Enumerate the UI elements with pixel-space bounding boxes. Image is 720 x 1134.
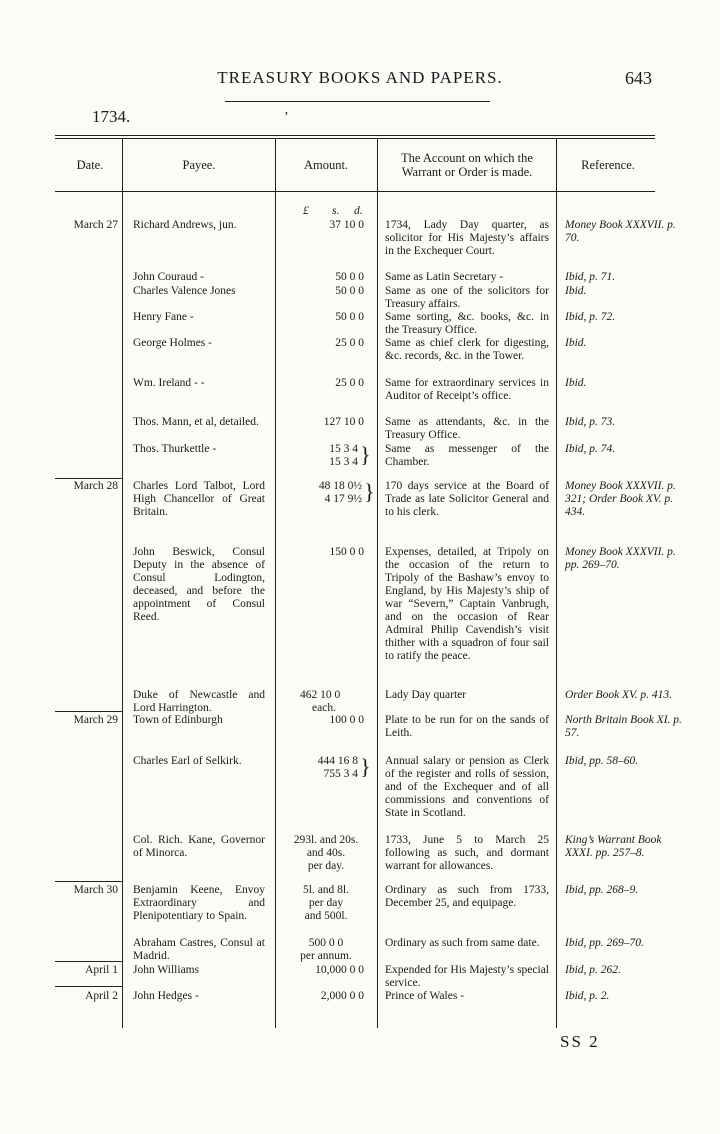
unit-pence: d. xyxy=(354,205,363,217)
col-divider xyxy=(377,138,378,1028)
col-divider xyxy=(122,138,123,1028)
row-payee: John Williams xyxy=(133,964,200,976)
row-amount: 50 0 0 xyxy=(335,285,364,297)
row-account: Ordinary as such from 1733, December 25, and equipage. xyxy=(385,884,549,909)
row-reference: Ibid. xyxy=(565,285,587,297)
row-reference: Money Book XXXVII. p. 70. xyxy=(565,219,676,244)
date-separator xyxy=(55,986,123,987)
row-amount: 462 10 0 each. xyxy=(300,689,341,714)
row-account: Plate to be run for on the sands of Leith. xyxy=(385,714,549,739)
row-payee: Thos. Thurkettle - xyxy=(133,443,217,455)
row-amount: 10,000 0 0 xyxy=(315,964,364,976)
row-account: Same as Latin Secretary - xyxy=(385,271,504,283)
col-divider xyxy=(275,138,276,1028)
date-separator xyxy=(55,478,123,479)
col-divider xyxy=(556,138,557,1028)
column-header-payee: Payee. xyxy=(182,158,216,172)
row-amount: 293l. and 20s. and 40s. per day. xyxy=(293,834,359,872)
row-amount: 37 10 0 xyxy=(329,219,364,231)
row-amount: 2,000 0 0 xyxy=(320,990,364,1002)
row-account: 1734, Lady Day quarter, as solicitor for His Majesty’s affairs in the Exchequer Court. xyxy=(385,219,549,257)
row-reference: Ibid, p. 262. xyxy=(565,964,621,976)
row-account: Same as attendants, &c. in the Treasury Office. xyxy=(385,416,549,441)
row-reference: Ibid. xyxy=(565,337,587,349)
row-payee: John Couraud - xyxy=(133,271,204,283)
row-reference: Order Book XV. p. 413. xyxy=(565,689,673,701)
row-amount: 25 0 0 xyxy=(335,337,364,349)
row-reference: Ibid. xyxy=(565,377,587,389)
row-amount: 15 3 4 15 3 4 xyxy=(329,443,358,468)
column-header-reference: Reference. xyxy=(581,158,635,172)
row-reference: King’s Warrant Book XXXI. pp. 257–8. xyxy=(565,834,662,859)
column-header-account: The Account on which the Warrant or Order is made. xyxy=(401,151,533,179)
row-account: Same for extraordinary services in Auditor of Receipt’s office. xyxy=(385,377,549,402)
row-amount: 127 10 0 xyxy=(323,416,364,428)
row-reference: Ibid, p. 73. xyxy=(565,416,616,428)
row-account: Lady Day quarter xyxy=(385,689,467,701)
row-amount: 48 18 0½ 4 17 9½ xyxy=(318,480,362,505)
row-payee: Charles Earl of Selkirk. xyxy=(133,755,242,767)
row-payee: Abraham Castres, Consul at Madrid. xyxy=(133,937,265,962)
row-amount: 25 0 0 xyxy=(335,377,364,389)
row-date: April 2 xyxy=(85,990,118,1002)
year-heading: 1734. xyxy=(92,107,131,126)
row-amount: 444 16 8 755 3 4 xyxy=(317,755,358,780)
row-account: Same as chief clerk for digesting, &c. records, &c. in the Tower. xyxy=(385,337,549,362)
page-number: 643 xyxy=(625,68,652,88)
row-payee: Wm. Ireland - - xyxy=(133,377,205,389)
row-reference: Ibid, p. 74. xyxy=(565,443,616,455)
stray-mark: ’ xyxy=(284,110,289,125)
column-header-date: Date. xyxy=(76,158,104,172)
row-payee: Benjamin Keene, Envoy Extraordinary and Plenipotentiary to Spain. xyxy=(133,884,265,922)
row-payee: Town of Edinburgh xyxy=(133,714,223,726)
table-top-rule xyxy=(55,135,655,136)
row-reference: North Britain Book XI. p. 57. xyxy=(565,714,682,739)
row-payee: John Hedges - xyxy=(133,990,199,1002)
row-amount: 500 0 0 per annum. xyxy=(300,937,352,962)
row-account: Expended for His Majesty’s special service. xyxy=(385,964,549,989)
row-amount: 50 0 0 xyxy=(335,271,364,283)
row-reference: Ibid, pp. 58–60. xyxy=(565,755,639,767)
header-rule xyxy=(225,101,490,102)
column-header-amount: Amount. xyxy=(303,158,349,172)
row-account: Prince of Wales - xyxy=(385,990,465,1002)
date-separator xyxy=(55,961,123,962)
brace: } xyxy=(364,479,375,504)
row-payee: George Holmes - xyxy=(133,337,212,349)
row-account: Annual salary or pension as Clerk of the register and rolls of session, and of the Exchequer and of all commissions and conventions of State in Scotland. xyxy=(385,755,549,819)
row-payee: Duke of Newcastle and Lord Harrington. xyxy=(133,689,265,714)
brace: } xyxy=(360,442,371,467)
row-date: March 30 xyxy=(73,884,118,896)
row-account: Expenses, detailed, at Tripoly on the occasion of the return to Tripoly of the Bashaw’s envoy to England, by His Majesty’s ship of war “Severn,” Captain Vanbrugh, and on the occasion of Rear Admiral Philip Cavendish’s visit thither with a squadron of four sail to ratify the peace. xyxy=(385,546,549,662)
row-reference: Ibid, p. 71. xyxy=(565,271,616,283)
row-payee: Henry Fane - xyxy=(133,311,194,323)
row-amount: 5l. and 8l. per day and 500l. xyxy=(303,884,349,922)
row-date: March 27 xyxy=(73,219,118,231)
running-head: TREASURY BOOKS AND PAPERS. xyxy=(217,68,503,87)
unit-pounds: £ xyxy=(303,205,309,217)
row-amount: 50 0 0 xyxy=(335,311,364,323)
row-reference: Ibid, p. 72. xyxy=(565,311,616,323)
row-payee: Thos. Mann, et al, detailed. xyxy=(133,416,259,428)
row-payee: John Beswick, Consul Deputy in the absence of Consul Lodington, deceased, and before the appointment of Consul Reed. xyxy=(133,546,265,623)
row-reference: Money Book XXXVII. p. pp. 269–70. xyxy=(565,546,676,571)
table-top-rule-2 xyxy=(55,138,655,139)
row-account: Ordinary as such from same date. xyxy=(385,937,540,949)
row-date: April 1 xyxy=(85,964,118,976)
row-amount: 150 0 0 xyxy=(329,546,364,558)
row-payee: Charles Lord Talbot, Lord High Chancellor of Great Britain. xyxy=(133,480,265,518)
signature-mark: SS 2 xyxy=(560,1032,600,1051)
unit-shillings: s. xyxy=(332,205,340,217)
row-date: March 28 xyxy=(73,480,118,492)
row-payee: Charles Valence Jones xyxy=(133,285,236,297)
row-account: 170 days service at the Board of Trade as late Solicitor General and to his clerk. xyxy=(385,480,549,518)
row-account: Same as messenger of the Chamber. xyxy=(385,443,549,468)
row-reference: Money Book XXXVII. p. 321; Order Book XV. p. 434. xyxy=(565,480,676,518)
row-account: Same as one of the solicitors for Treasury affairs. xyxy=(385,285,549,310)
row-reference: Ibid, pp. 268–9. xyxy=(565,884,639,896)
row-reference: Ibid, p. 2. xyxy=(565,990,610,1002)
row-amount: 100 0 0 xyxy=(329,714,364,726)
row-account: 1733, June 5 to March 25 following as such, and dormant warrant for allowances. xyxy=(385,834,549,872)
date-separator xyxy=(55,881,123,882)
row-payee: Col. Rich. Kane, Governor of Minorca. xyxy=(133,834,265,859)
row-account: Same sorting, &c. books, &c. in the Treasury Office. xyxy=(385,311,549,336)
date-separator xyxy=(55,711,123,712)
row-reference: Ibid, pp. 269–70. xyxy=(565,937,644,949)
table-header-rule xyxy=(55,191,655,192)
brace: } xyxy=(360,754,371,779)
row-payee: Richard Andrews, jun. xyxy=(133,219,237,231)
row-date: March 29 xyxy=(73,714,118,726)
